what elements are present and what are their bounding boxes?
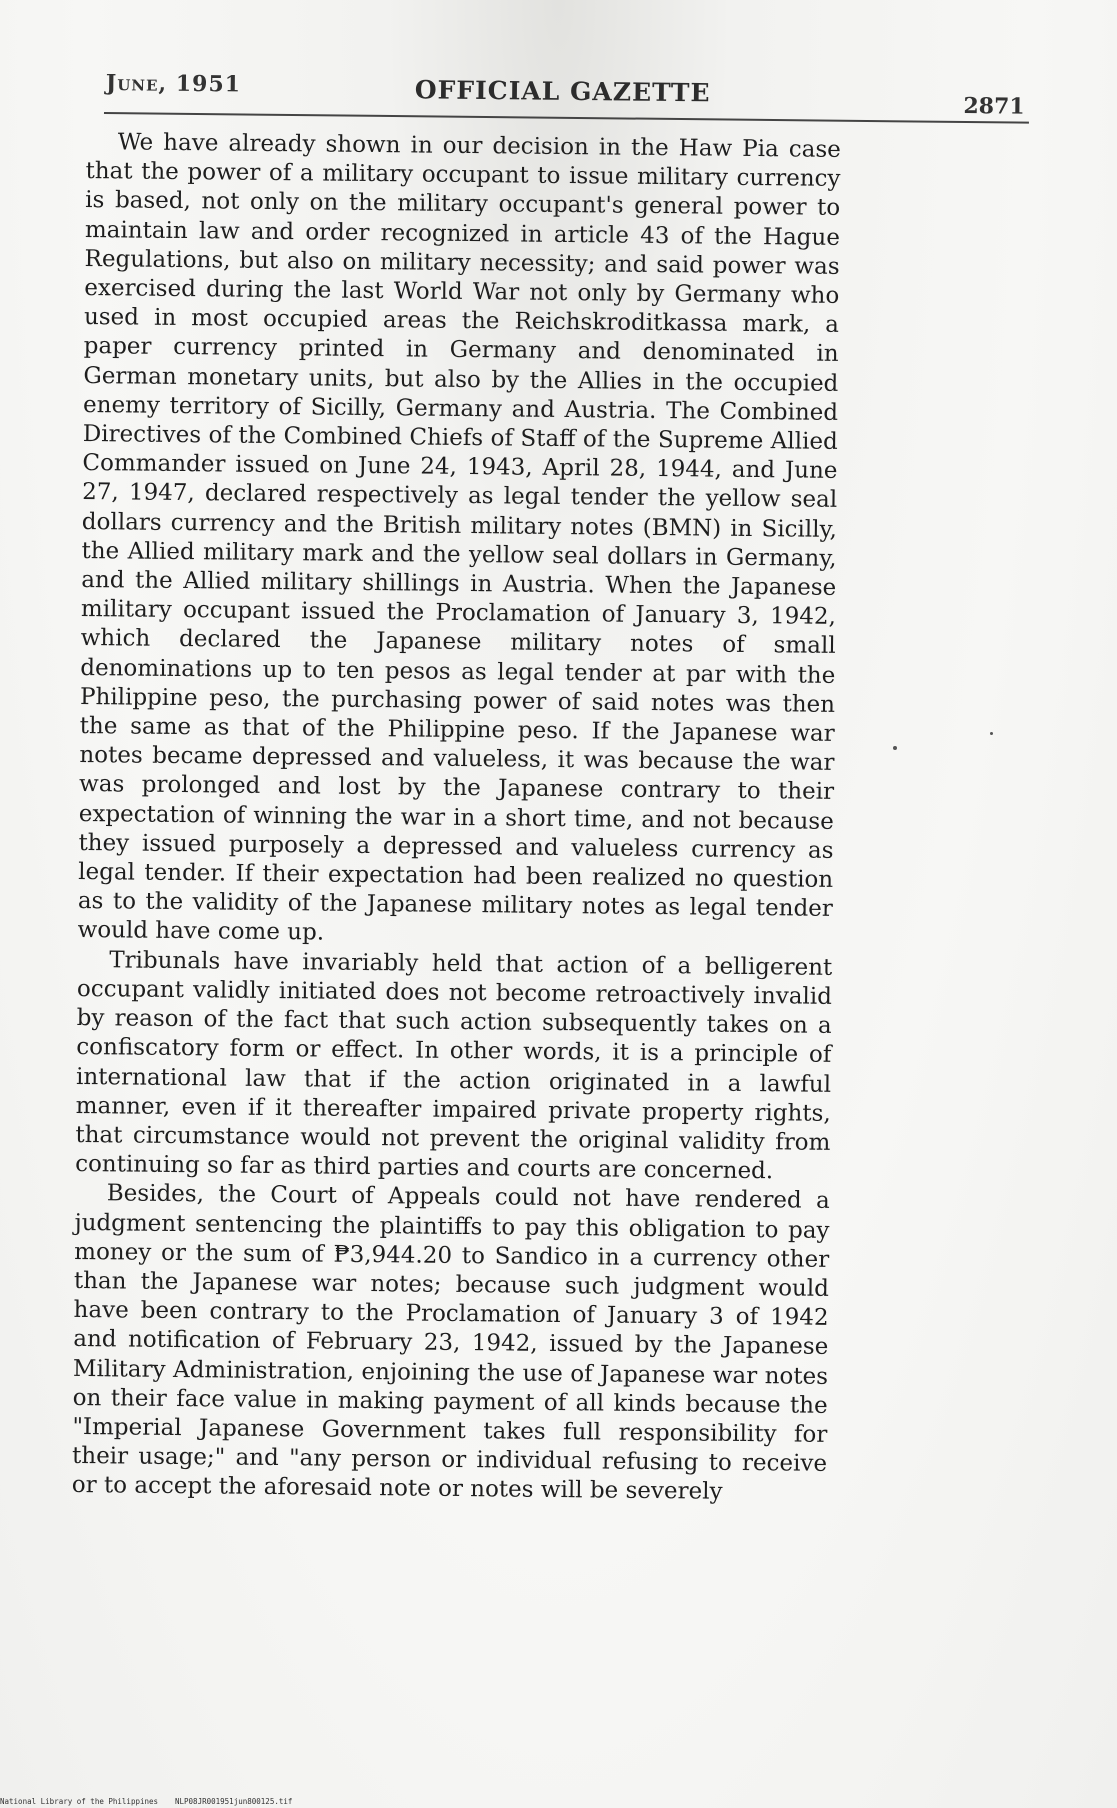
header-date: June, 1951: [105, 70, 242, 98]
paragraph-1: We have already shown in our decision in the Haw Pia case that the power of a military occupant to issue military currency is based, not only on the military occupant's general power to maintain law and order recognized in article 43 of the Hague Regulations, but also on military necessity; and said power was exercised during the last World War not only by Germany who used in most occupied areas the Reichskroditkassa mark, a paper currency printed in Germany and denominated in German monetary units, but also by the Allies in the occupied enemy territory of Sicilly, Germany and Austria. The Combined Directives of the Combined Chiefs of Staff of the Supreme Allied Commander issued on June 24, 1943, April 28, 1944, and June 27, 1947, declared respectively as legal tender the yellow seal dollars currency and the British military notes (BMN) in Sicilly, the Allied military mark and the yellow seal dollars in Germany, and the Allied military shillings in Austria. When the Japanese military occupant issued the Proclamation of January 3, 1942, which declared the Japanese military notes of small denominations up to ten pesos as legal tender at par with the Philippine peso, the purchasing power of said notes was then the same as that of the Philippine peso. If the Japanese war notes became depressed and valueless, it was because the war was prolonged and lost by the Japanese contrary to their expectation of winning the war in a short time, and not because they issued purposely a depressed and valueless currency as legal tender. If their expectation had been realized no question as to the validity of the Japanese military notes as legal tender would have come up.: [77, 129, 841, 947]
footer-filename: NLP08JR001951jun800125.tif: [175, 1797, 293, 1806]
paragraph-3: Besides, the Court of Appeals could not have rendered a judgment sentencing the plaintiffs to pay this obligation to pay money or the sum of ₱3,944.20 to Sandico in a currency other than the Japanese war notes; because such judgment would have been contrary to the Proclamation of January 3 of 1942 and notification of February 23, 1942, issued by the Japanese Military Administration, enjoining the use of Japanese war notes on their face value in making payment of all kinds because the "Imperial Japanese Government takes full responsibility for their usage;" and "any person or individual refusing to receive or to accept the aforesaid note or notes will be severely: [71, 1180, 830, 1506]
footer-source: National Library of the Philippines: [0, 1797, 159, 1806]
header-page-number: 2871: [963, 93, 1025, 120]
scan-speck: [893, 746, 897, 750]
paragraph-2: Tribunals have invariably held that action of a belligerent occupant validly initiated does not become retroactively invalid by reason of the fact that such action subsequently takes on a confiscatory form or effect. In other words, it is a principle of international law that if the action originated in a lawful manner, even if it thereafter impaired private property rights, that circumstance would not prevent the original validity from continuing so far as third parties and courts are concerned.: [75, 946, 833, 1185]
scan-footer: [0, 1792, 1117, 1806]
body-text: [72, 128, 841, 1508]
scan-speck: [990, 732, 993, 735]
page-header: [100, 70, 1025, 120]
header-publication-title: OFFICIAL GAZETTE: [414, 75, 711, 108]
